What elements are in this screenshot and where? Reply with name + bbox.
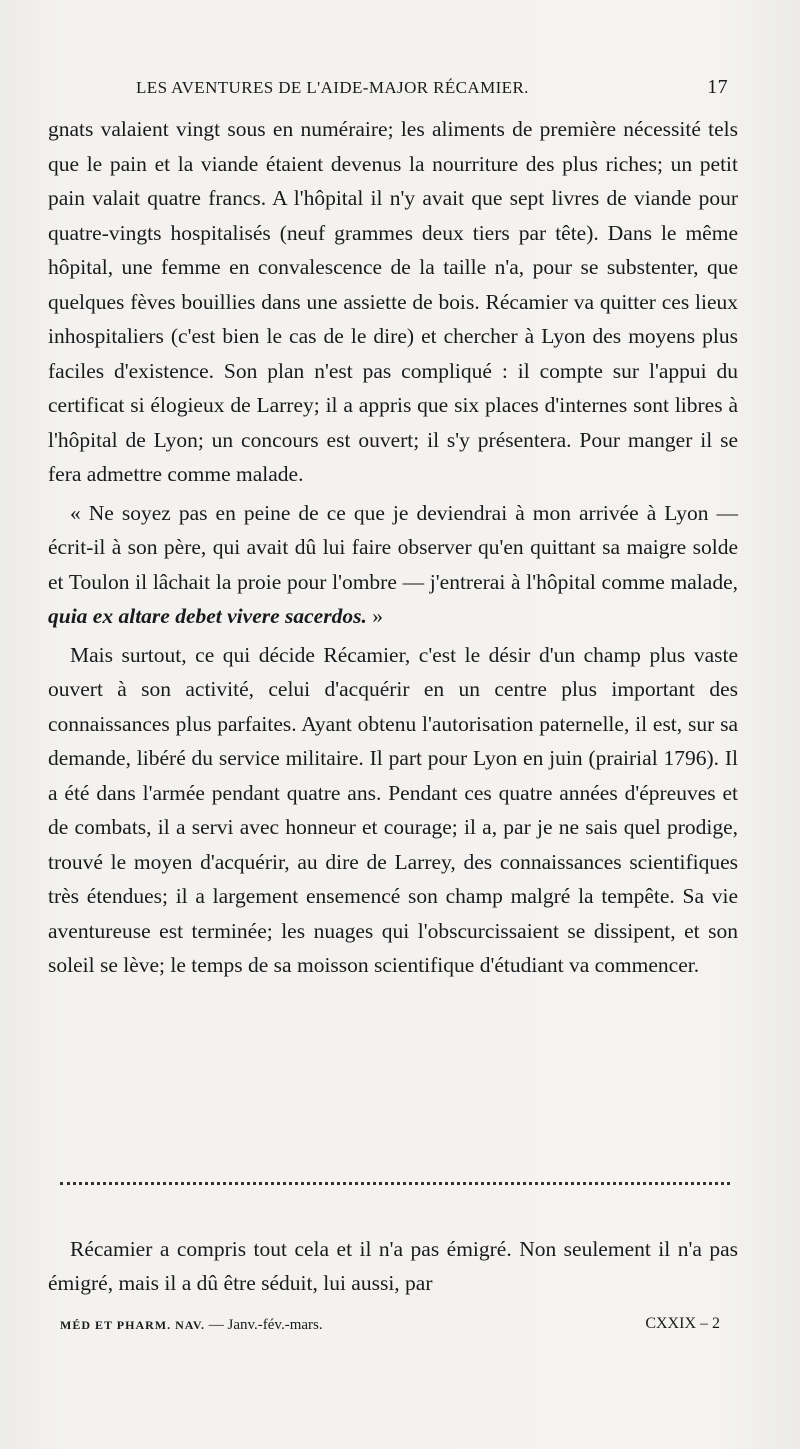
footer-dates: Janv.-fév.-mars. xyxy=(227,1317,323,1333)
paragraph-3: Mais surtout, ce qui décide Récamier, c'est le désir d'un champ plus vaste ouvert à son activité, celui d'acquérir en un centre plus important des connaissances plus parfaites. Ayant obtenu l'autorisation paternelle, il est, sur sa demande, libéré du service militaire. Il part pour Lyon en juin (prairial 1796). Il a été dans l'armée pendant quatre ans. Pendant ces quatre années d'épreuves et de combats, il a servi avec honneur et courage; il a, par je ne sais quel prodige, trouvé le moyen d'acquérir, au dire de Larrey, des connaissances scientifiques très étendues; il a largement ensemencé son champ malgré la tempête. Sa vie aventureuse est terminée; les nuages qui l'obscurcissaient se dissipent, et son soleil se lève; le temps de sa moisson scientifique d'étudiant va commencer. xyxy=(48,642,738,977)
latin-phrase: quia ex altare debet vivere sacerdos. xyxy=(48,604,367,628)
quote-close: » xyxy=(366,604,383,628)
footer-journal-info xyxy=(60,1317,323,1334)
running-header xyxy=(50,76,740,104)
footer-journal: MÉD ET PHARM. NAV. xyxy=(60,1318,206,1332)
page-number: 17 xyxy=(707,76,728,98)
paragraph-2-quote xyxy=(48,496,738,634)
footer-dash: — xyxy=(205,1317,228,1333)
paragraph-1: gnats valaient vingt sous en numéraire; les aliments de première nécessité tels que le pain et la viande étaient devenus la nourriture des plus riches; un petit pain valait quatre francs. A l'hôpital il n'y avait que sept livres de viande pour quatre-vingts hospitalisés (neuf grammes deux tiers par tête). Dans le même hôpital, une femme en convalescence de la taille n'a, pour se substenter, que quelques fèves bouillies dans une assiette de bois. Récamier va quitter ces lieux inhospitaliers (c'est bien le cas de le dire) et chercher à Lyon des moyens plus faciles d'existence. Son plan n'est pas compliqué : il compte sur l'appui du certificat si élogieux de Larrey; il a appris que six places d'internes sont libres à l'hôpital de Lyon; un concours est ouvert; il s'y présentera. Pour manger il se fera admettre comme malade. xyxy=(48,117,738,486)
running-title: LES AVENTURES DE L'AIDE-MAJOR RÉCAMIER. xyxy=(136,78,529,97)
paragraph-4: Récamier a compris tout cela et il n'a pas émigré. Non seulement il n'a pas émigré, mais il a dû être séduit, lui aussi, par xyxy=(48,1236,738,1295)
quote-text: « Ne soyez pas en peine de ce que je deviendrai à mon arrivée à Lyon — écrit-il à son père, qui avait dû lui faire observer qu'en quittant sa maigre solde et Toulon il lâchait la proie pour l'ombre — j'entrerai à l'hôpital comme malade, xyxy=(48,500,738,594)
body-text xyxy=(48,112,738,983)
footer-volume: CXXIX – 2 xyxy=(645,1315,720,1332)
page-footer xyxy=(60,1315,720,1339)
section-divider-dots xyxy=(60,1166,730,1185)
